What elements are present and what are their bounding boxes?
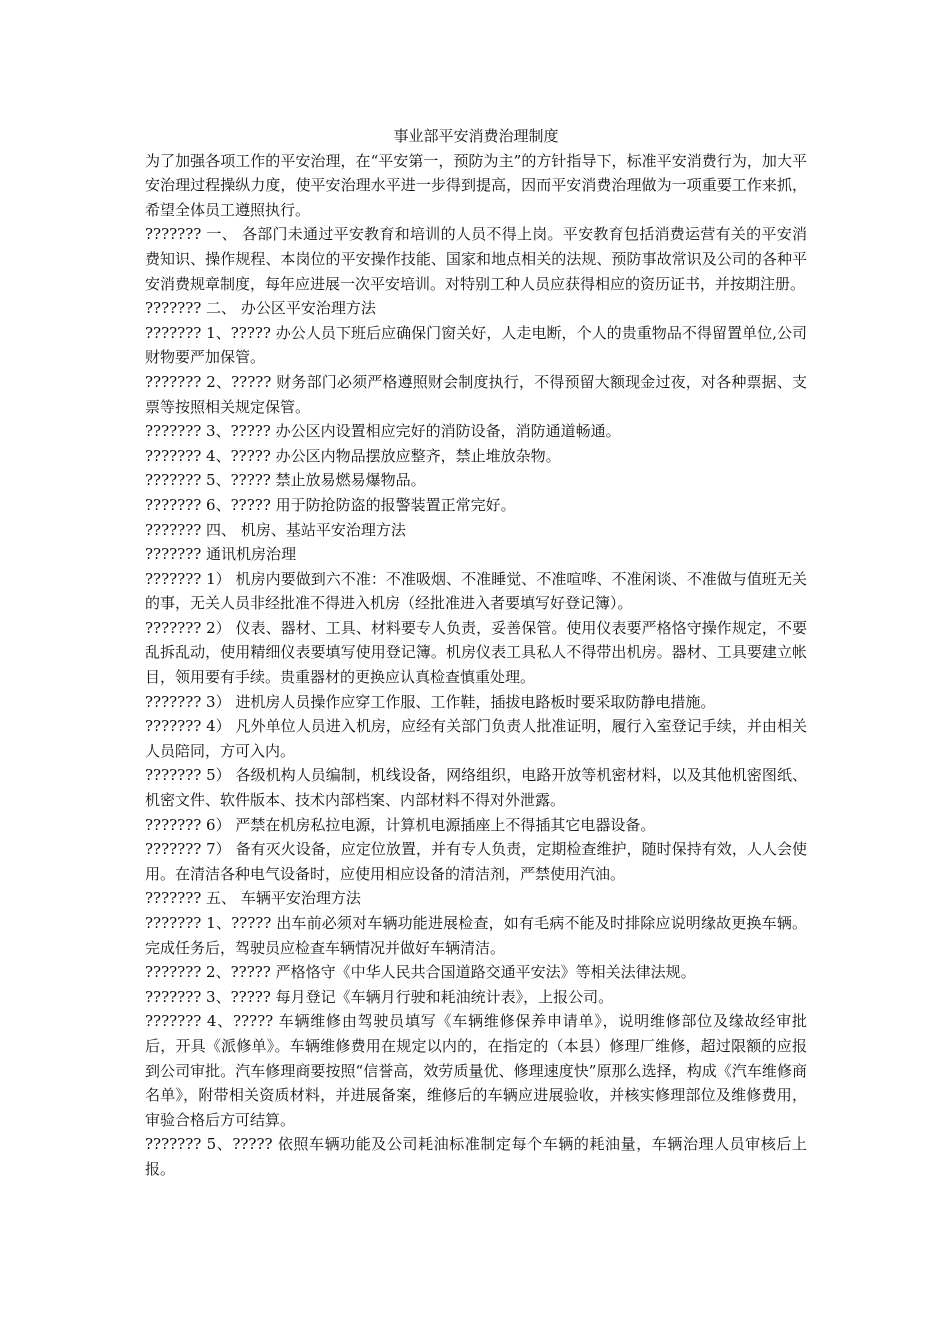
paragraph: ??????? 6、????? 用于防抢防盗的报警装置正常完好。	[145, 495, 516, 514]
paragraph: ??????? 五、 车辆平安治理方法	[145, 889, 361, 908]
document-title: 事业部平安消费治理制度	[393, 127, 559, 145]
paragraph: ??????? 2、????? 严格恪守《中华人民共合国道路交通平安法》等相关法律法规。	[145, 963, 696, 982]
paragraph: 为了加强各项工作的平安治理，在“平安第一，预防为主”的方针指导下，标准平安消费行为，加大平安治理过程操纵力度，使平安治理水平进一步得到提高，因而平安消费治理做为一项重要工作来抓，希望全体员工遵照执行。	[145, 151, 807, 219]
paragraph: ??????? 5、????? 禁止放易燃易爆物品。	[145, 471, 426, 490]
paragraph: ??????? 1） 机房内要做到六不准：不准吸烟、不准睡觉、不准喧哗、不准闲谈、不准做与值班无关的事，无关人员非经批准不得进入机房（经批准进入者要填写好登记簿）。	[145, 569, 807, 613]
paragraph: ??????? 1、????? 出车前必须对车辆功能进展检查，如有毛病不能及时排除应说明缘故更换车辆。完成任务后，驾驶员应检查车辆情况并做好车辆清洁。	[145, 914, 807, 957]
paragraph: ??????? 一、 各部门未通过平安教育和培训的人员不得上岗。平安教育包括消费运营有关的平安消费知识、操作规程、本岗位的平安操作技能、国家和地点相关的法规、预防事故常识及公司的各种平安消费规章制度，每年应进展一次平安培训。对特别工种人员应获得相应的资历证书，并按期注册。	[145, 225, 807, 293]
paragraph: ??????? 1、????? 办公人员下班后应确保门窗关好，人走电断，个人的贵重物品不得留置单位,公司财物要严加保管。	[145, 323, 807, 367]
paragraph: ??????? 3、????? 办公区内设置相应完好的消防设备，消防通道畅通。	[145, 422, 621, 441]
paragraph: ??????? 2、????? 财务部门必须严格遵照财会制度执行，不得预留大额现金过夜，对各种票据、支票等按照相关规定保管。	[145, 372, 807, 416]
paragraph: ??????? 3） 进机房人员操作应穿工作服、工作鞋，插拔电路板时要采取防静电措施。	[145, 692, 716, 711]
paragraph: ??????? 二、 办公区平安治理方法	[145, 299, 376, 318]
paragraph: ??????? 4） 凡外单位人员进入机房，应经有关部门负责人批准证明，履行入室登记手续，并由相关人员陪同，方可入内。	[145, 717, 807, 760]
paragraph: ??????? 四、 机房、基站平安治理方法	[145, 520, 406, 539]
paragraph: ??????? 6） 严禁在机房私拉电源，计算机电源插座上不得插其它电器设备。	[145, 815, 656, 834]
paragraph: ??????? 3、????? 每月登记《车辆月行驶和耗油统计表》，上报公司。	[145, 987, 614, 1006]
paragraph: ??????? 2） 仪表、器材、工具、材料要专人负责，妥善保管。使用仪表要严格恪守操作规定，不要乱拆乱动，使用精细仪表要填写使用登记簿。机房仪表工具私人不得带出机房。器材、工具要建立帐目，领用要有手续。贵重器材的更换应认真检查慎重处理。	[145, 618, 807, 687]
paragraph: ??????? 4、????? 办公区内物品摆放应整齐，禁止堆放杂物。	[145, 446, 561, 465]
document-page	[145, 124, 807, 1182]
paragraph: ??????? 5、????? 依照车辆功能及公司耗油标准制定每个车辆的耗油量，车辆治理人员审核后上报。	[145, 1135, 807, 1178]
document-body	[145, 149, 807, 1182]
paragraph: ??????? 5） 各级机构人员编制，机线设备，网络组织，电路开放等机密材料，以及其他机密图纸、机密文件、软件版本、技术内部档案、内部材料不得对外泄露。	[145, 766, 807, 810]
paragraph: ??????? 通讯机房治理	[145, 545, 297, 564]
paragraph: ??????? 7） 备有灭火设备，应定位放置，并有专人负责，定期检查维护，随时保持有效，人人会使用。在清洁各种电气设备时，应使用相应设备的清洁剂，严禁使用汽油。	[145, 840, 807, 883]
paragraph: ??????? 4、????? 车辆维修由驾驶员填写《车辆维修保养申请单》，说明维修部位及缘故经审批后，开具《派修单》。车辆维修费用在规定以内的，在指定的（本县）修理厂维修，超过限额的应报到公司审批。汽车修理商要按照“信誉高，效劳质量优、修理速度快”原那么选择，构成《汽车维修商名单》，附带相关资质材料，并进展备案，维修后的车辆应进展验收，并核实修理部位及维修费用，审验合格后方可结算。	[145, 1012, 807, 1129]
